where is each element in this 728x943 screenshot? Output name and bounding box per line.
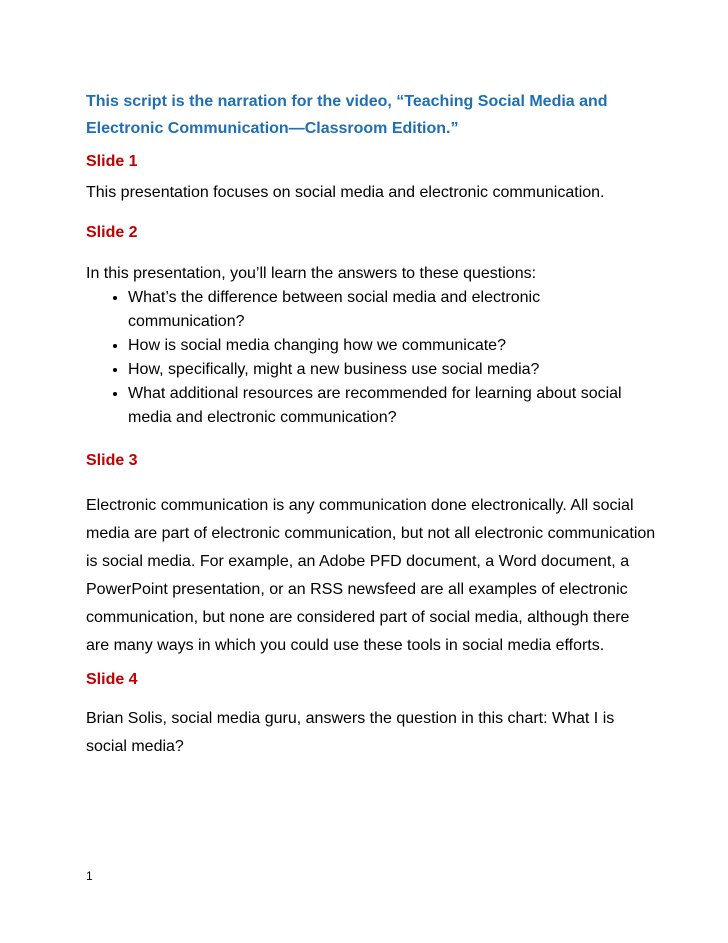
slide-3-paragraph: Electronic communication is any communication done electronically. All social media are part of electronic communication, but not all electronic communication is social media. For example, an Adobe PFD document, a Word document, a PowerPoint presentation, or an RSS newsfeed are all examples of electronic communication, but none are considered part of social media, although there are many ways in which you could use these tools in social media efforts. [86,497,656,654]
slide-1-paragraph: This presentation focuses on social media and electronic communication. [86,184,605,201]
slide-2-paragraph: In this presentation, you’ll learn the answers to these questions: [86,265,537,282]
list-item: • How is social media changing how we communicate? [128,334,656,358]
slide-3-heading: Slide 3 [86,452,138,469]
page-number: 1 [86,869,93,883]
document-body [86,88,656,761]
slide-4-paragraph: Brian Solis, social media guru, answers the question in this chart: What I is social media? [86,710,615,755]
slide-1-heading: Slide 1 [86,153,138,170]
slide-4-heading: Slide 4 [86,671,138,688]
list-item: • What’s the difference between social media and electronic communication? [128,286,656,334]
list-item: • What additional resources are recommended for learning about social media and electronic communication? [128,382,656,430]
slide-2-question-list [86,286,656,430]
list-item: • How, specifically, might a new business use social media? [128,358,656,382]
slide-2-heading: Slide 2 [86,224,138,241]
intro-paragraph: This script is the narration for the video, “Teaching Social Media and Electronic Communication—Classroom Edition.” [86,93,608,137]
